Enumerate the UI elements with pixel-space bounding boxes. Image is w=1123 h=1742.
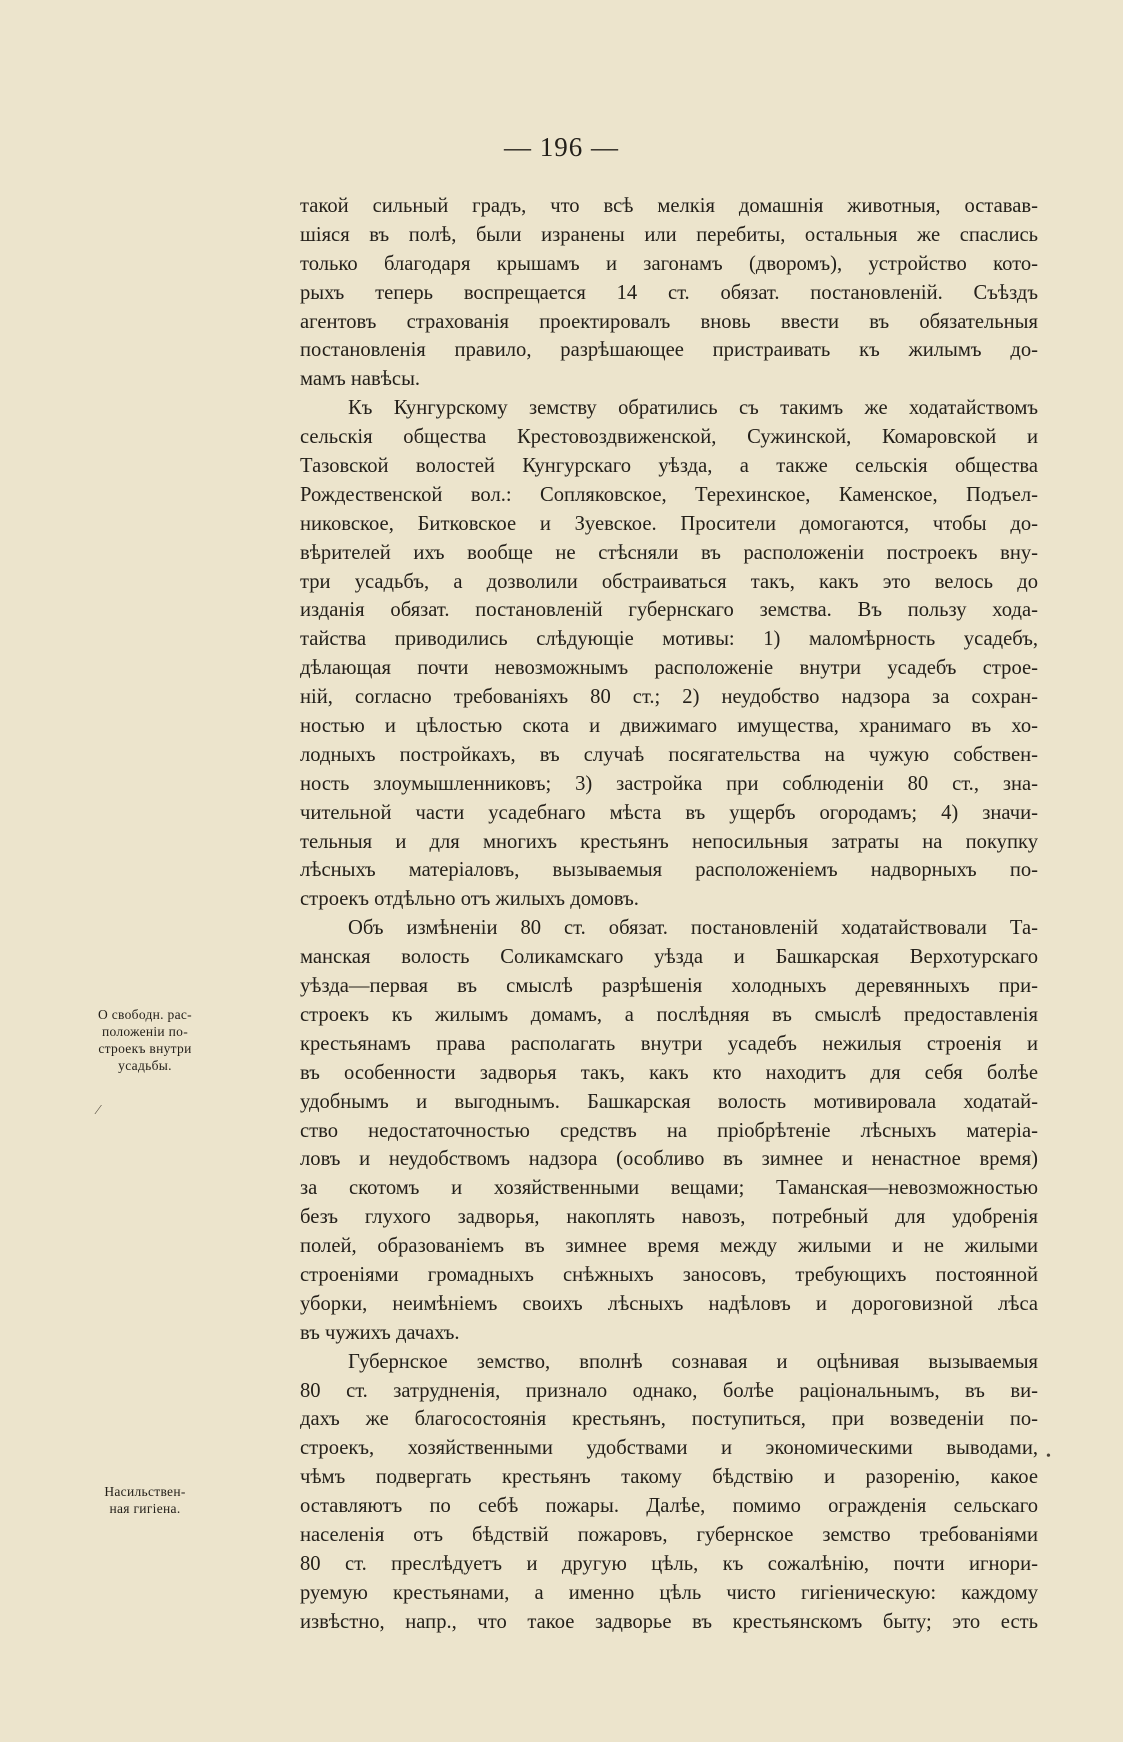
text-line: безъ глухого задворья, накоплять навозъ, потребный для удобренія [300, 1206, 1038, 1229]
text-line: дѣлающая почти невозможнымъ расположеніе внутри усадебъ строе- [300, 657, 1038, 680]
margin-note-forced-hygiene [56, 1483, 234, 1517]
text-line: извѣстно, напр., что такое задворье въ крестьянскомъ быту; это есть [300, 1610, 1038, 1633]
text-line: ность злоумышленниковъ; 3) застройка при соблюденіи 80 ст., зна- [300, 772, 1038, 795]
text-line: уѣзда—первая въ смыслѣ разрѣшенія холодныхъ деревянныхъ при- [300, 975, 1038, 998]
margin-stroke-mark: ⁄ [97, 1103, 100, 1118]
text-line: три усадьбъ, а дозволили обстраиваться такъ, какъ это велось до [300, 570, 1038, 593]
text-line: руемую крестьянами, а именно цѣль чисто гигіеническую: каждому [300, 1581, 1038, 1604]
text-line: крестьянамъ права располагать внутри усадебъ нежилыя строенія и [300, 1032, 1038, 1055]
text-line: Къ Кунгурскому земству обратились съ такимъ же ходатайствомъ [348, 397, 1038, 420]
margin-note-line: строекъ внутри [98, 1041, 192, 1056]
text-line: за скотомъ и хозяйственными вещами; Таманская—невозможностью [300, 1177, 1038, 1200]
text-line: чѣмъ подвергать крестьянъ такому бѣдствію и разоренію, какое [300, 1466, 1038, 1489]
text-line: строеніями громадныхъ снѣжныхъ заносовъ, требующихъ постоянной [300, 1263, 1038, 1286]
margin-note-line: положеніи по- [101, 1024, 189, 1039]
page-number: — 196 — [504, 132, 619, 162]
text-line: манская волость Соликамскаго уѣзда и Башкарская Верхотурскаго [300, 946, 1038, 969]
text-line: уборки, неимѣніемъ своихъ лѣсныхъ надѣловъ и дороговизной лѣса [300, 1292, 1038, 1315]
text-line: Губернское земство, вполнѣ сознавая и оцѣнивая вызываемыя [348, 1350, 1038, 1373]
text-line: населенія отъ бѣдствій пожаровъ, губернское земство требованіями [300, 1523, 1038, 1546]
margin-note-line: ная гигіена. [109, 1501, 181, 1516]
text-line: чительной части усадебнаго мѣста въ ущербъ огородамъ; 4) значи- [300, 801, 1038, 824]
text-line: 80 ст. преслѣдуетъ и другую цѣль, къ сожалѣнію, почти игнори- [300, 1552, 1038, 1575]
text-line: сельскія общества Крестовоздвиженской, Сужинской, Комаровской и [300, 426, 1038, 449]
text-line: въ чужихъ дачахъ. [300, 1321, 460, 1344]
text-line: строекъ отдѣльно отъ жилыхъ домовъ. [300, 888, 639, 911]
text-line: лѣсныхъ матеріаловъ, вызываемыя расположеніемъ надворныхъ по- [300, 859, 1038, 882]
text-line: такой сильный градъ, что всѣ мелкія домашнія животныя, оставав- [300, 195, 1038, 217]
text-line: ній, согласно требованіяхъ 80 ст.; 2) неудобство надзора за сохран- [300, 686, 1038, 709]
margin-note-line: Насильствен- [104, 1484, 186, 1499]
text-line: Объ измѣненіи 80 ст. обязат. постановленій ходатайствовали Та- [348, 917, 1038, 940]
text-line: ловъ и неудобствомъ надзора (особливо въ зимнее и ненастное время) [300, 1148, 1038, 1171]
text-line: Рождественской вол.: Сопляковское, Терехинское, Каменское, Подъел- [300, 483, 1038, 506]
text-line: ностью и цѣлостью скота и движимаго имущества, хранимаго въ хо- [300, 715, 1038, 738]
body-text [300, 192, 1038, 1637]
text-line: постановленія правило, разрѣшающее пристраивать къ жилымъ до- [300, 339, 1038, 362]
text-line: строекъ, хозяйственными удобствами и экономическими выводами, [300, 1437, 1038, 1460]
text-line: оставляютъ по себѣ пожары. Далѣе, помимо огражденія сельскаго [300, 1495, 1038, 1518]
margin-note-line: усадьбы. [118, 1058, 172, 1073]
text-line: 80 ст. затрудненія, признало однако, болѣе раціональнымъ, въ ви- [300, 1379, 1038, 1402]
text-line: лодныхъ постройкахъ, въ случаѣ посягательства на чужую собствен- [300, 743, 1038, 766]
text-line: дахъ же благосостоянія крестьянъ, поступиться, при возведеніи по- [300, 1408, 1038, 1431]
text-line: изданія обязат. постановленій губернскаго земства. Въ пользу хода- [300, 599, 1038, 622]
margin-note-line: О свободн. рас- [98, 1007, 192, 1022]
text-line: тельныя и для многихъ крестьянъ непосильныя затраты на покупку [300, 830, 1038, 853]
margin-note-free-placement [56, 1006, 234, 1074]
text-line: мамъ навѣсы. [300, 368, 421, 391]
text-line: вѣрителей ихъ вообще не стѣсняли въ расположеніи построекъ вну- [300, 541, 1038, 564]
text-line: полей, образованіемъ въ зимнее время между жилыми и не жилыми [300, 1235, 1038, 1258]
text-line: въ особенности задворья такъ, какъ кто находитъ для себя болѣе [300, 1061, 1038, 1084]
text-line: только благодаря крышамъ и загонамъ (дворомъ), устройство кото- [300, 252, 1038, 275]
text-line: никовское, Битковское и Зуевское. Просители домогаются, чтобы до- [300, 512, 1038, 535]
text-line: тайства приводились слѣдующіе мотивы: 1) маломѣрность усадебъ, [300, 628, 1038, 651]
text-line: удобнымъ и выгоднымъ. Башкарская волость мотивировала ходатай- [300, 1090, 1038, 1113]
text-line: строекъ къ жилымъ домамъ, а послѣдняя въ смыслѣ предоставленія [300, 1003, 1038, 1026]
text-line: рыхъ теперь воспрещается 14 ст. обязат. постановленій. Съѣздъ [300, 281, 1038, 304]
text-line: шіяся въ полѣ, были изранены или перебиты, остальныя же спаслись [300, 223, 1038, 246]
margin-dot-mark: • [1046, 1449, 1051, 1464]
text-line: ство недостаточностью средствъ на пріобрѣтеніе лѣсныхъ матеріа- [300, 1119, 1038, 1142]
text-line: Тазовской волостей Кунгурскаго уѣзда, а также сельскія общества [300, 455, 1038, 478]
text-line: агентовъ страхованія проектировалъ вновь ввести въ обязательныя [300, 310, 1038, 333]
